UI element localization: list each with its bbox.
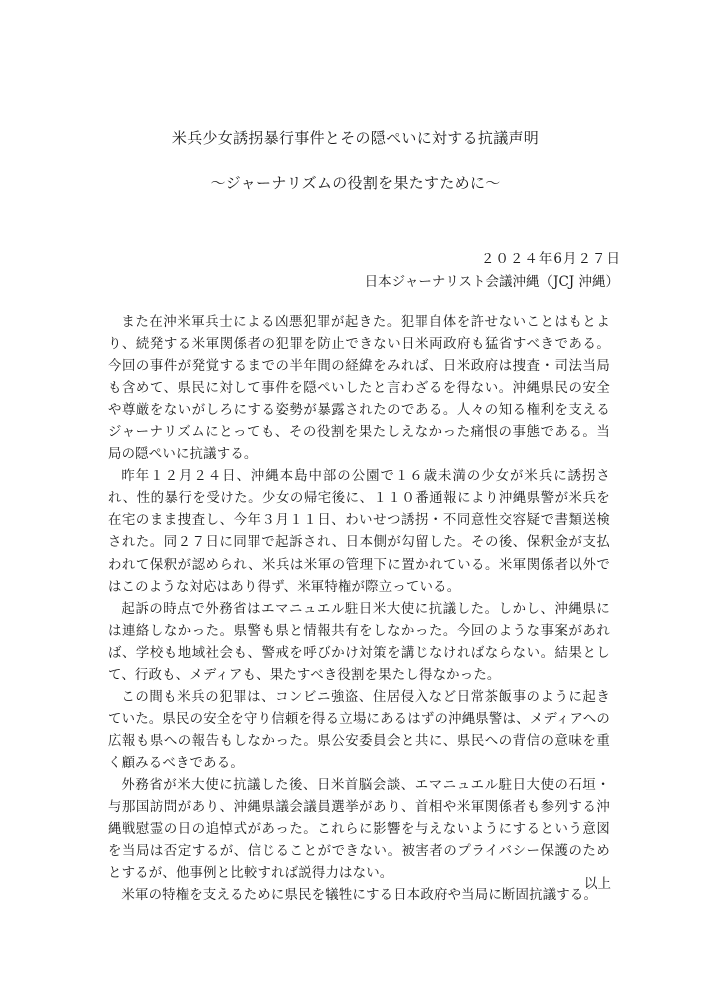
body-paragraph: また在沖米軍兵士による凶悪犯罪が起きた。犯罪自体を許せないことはもとより、続発する米軍関係者の犯罪を防止できない日米両政府も猛省すべきである。今回の事件が発覚するまでの半年間の経緯をみれば、日米政府は捜査・司法当局も含めて、県民に対して事件を隠ぺいしたと言わざるを得ない。沖縄県民の安全や尊厳をないがしろにする姿勢が暴露されたのである。人々の知る権利を支えるジャーナリズムにとっても、その役割を果たしえなかった痛恨の事態である。当局の隠ぺいに抗議する。 [108, 315, 610, 463]
body-paragraph: この間も米兵の犯罪は、コンビニ強盗、住居侵入など日常茶飯事のように起きていた。県民の安全を守り信頼を得る立場にあるはずの沖縄県警は、メディアへの広報も県への報告もしなかった。県公安委員会と共に、県民への背信の意味を重く顧みるべきである。 [108, 689, 610, 771]
body-paragraph: 起訴の時点で外務省はエマニュエル駐日米大使に抗議した。しかし、沖縄県には連絡しなかった。県警も県と情報共有をしなかった。今回のような事案があれば、学校も地域社会も、警戒を呼びかけ対策を講じなければならない。結果として、行政も、メディアも、果たすべき役割を果たし得なかった。 [108, 601, 610, 683]
issuing-organization: 日本ジャーナリスト会議沖縄（JCJ 沖縄） [364, 274, 619, 290]
body-paragraph: 米軍の特権を支えるために県民を犠牲にする日本政府や当局に断固抗議する。 [121, 888, 598, 904]
document-title: 米兵少女誘拐暴行事件とその隠ぺいに対する抗議声明 [171, 129, 540, 147]
document-subtitle: ～ジャーナリズムの役割を果たすために～ [210, 174, 501, 192]
body-paragraph: 外務省が米大使に抗議した後、日米首脳会談、エマニュエル駐日大使の石垣・与那国訪問があり、沖縄県議会議員選挙があり、首相や米軍関係者も参列する沖縄戦慰霊の日の追悼式があった。これらに影響を与えないようにするという意図を当局は否定するが、信じることができない。被害者のプライバシー保護のためとするが、他事例と比較すれば説得力はない。 [108, 777, 610, 882]
statement-body [108, 312, 610, 907]
closing-remark: 以上 [584, 876, 611, 892]
body-paragraph: 昨年１２月２４日、沖縄本島中部の公園で１６歳未満の少女が米兵に誘拐され、性的暴行を受けた。少女の帰宅後に、１１０番通報により沖縄県警が米兵を在宅のまま捜査し、今年３月１１日、わいせつ誘拐・不同意性交容疑で書類送検された。同２７日に同罪で起訴され、日本側が勾留した。その後、保釈金が支払われて保釈が認められ、米兵は米軍の管理下に置かれている。米軍関係者以外ではこのような対応はあり得ず、米軍特権が際立っている。 [108, 469, 610, 595]
statement-date: ２０２４年6月２７日 [480, 251, 621, 267]
